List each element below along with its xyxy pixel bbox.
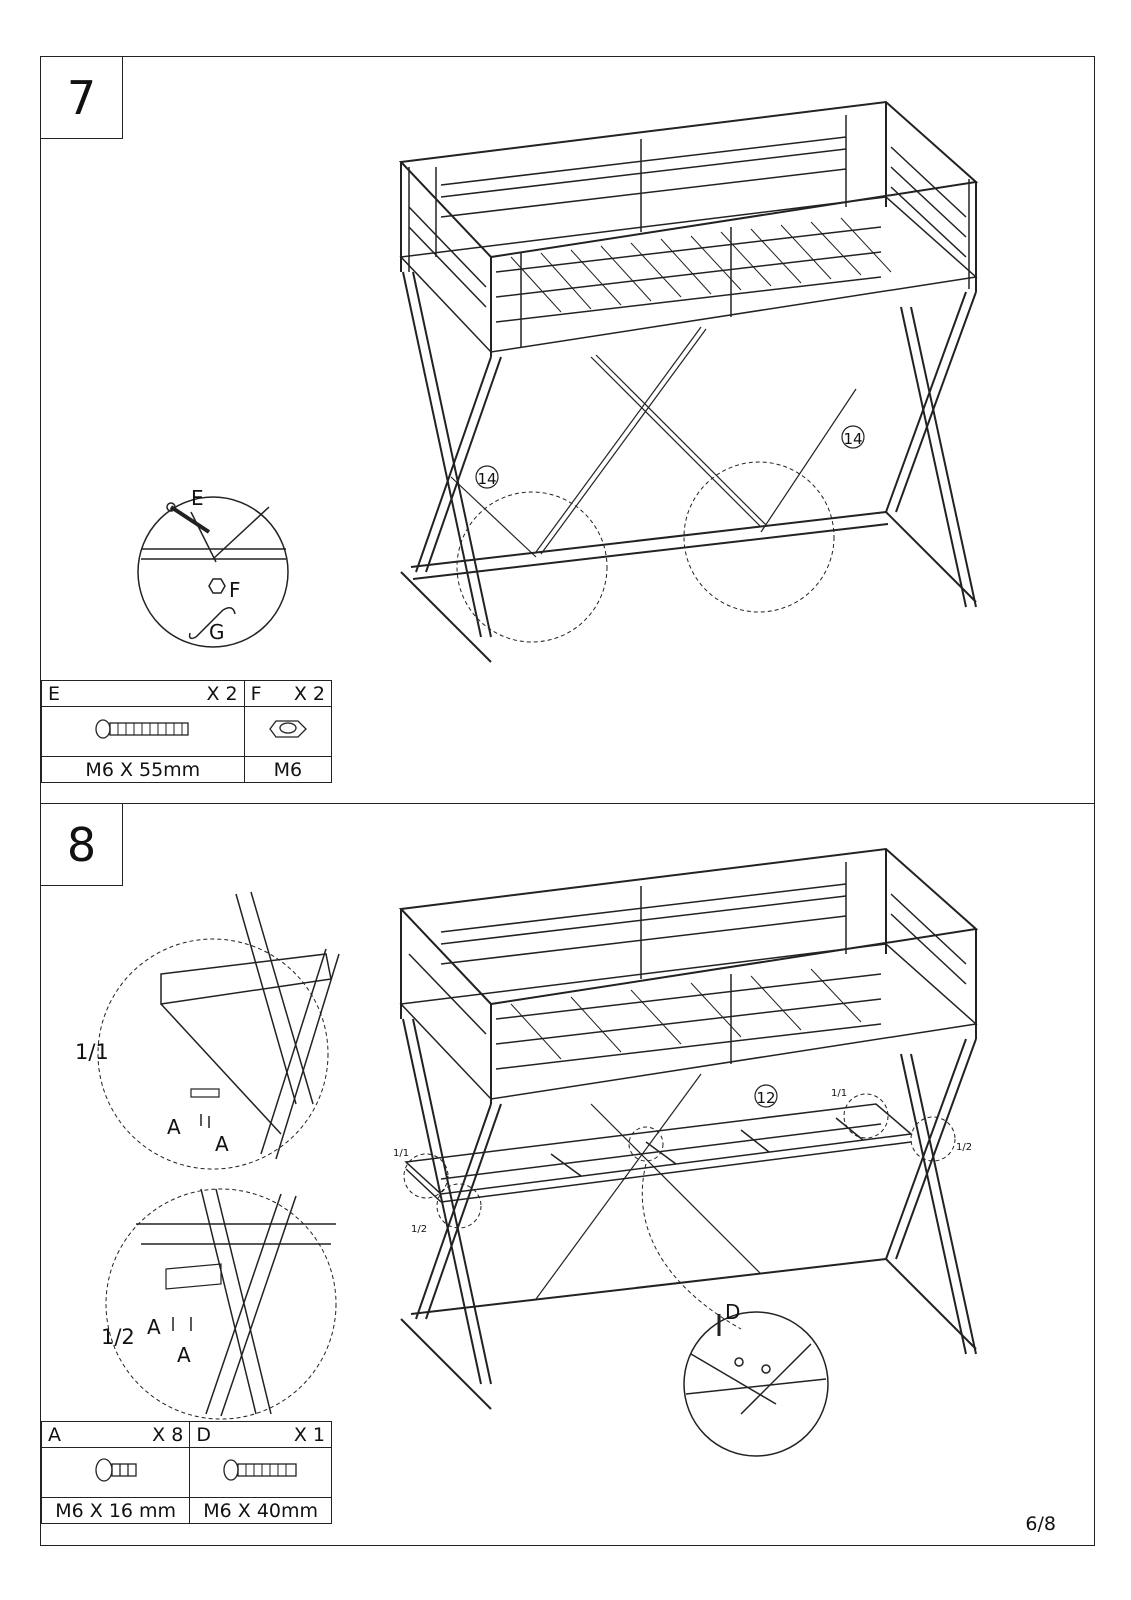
detail-circle-left [457, 492, 607, 642]
step-8-panel [40, 803, 1095, 1546]
parts-table-step-7 [41, 680, 332, 783]
short-bolt-icon [42, 1448, 190, 1498]
hex-nut-icon [244, 707, 331, 757]
bracket-icon [191, 1089, 219, 1097]
part-label-14-right: 14 [843, 430, 863, 448]
label-d: D [725, 1300, 741, 1324]
label-f: F [229, 578, 241, 602]
bracket-icon [166, 1264, 221, 1289]
step-7-panel [40, 56, 1095, 804]
marker-1-1-right [844, 1094, 888, 1138]
mark-1-2-left: 1/2 [411, 1224, 428, 1235]
detail-top-content [161, 892, 339, 1159]
mark-1-1-right: 1/1 [831, 1088, 848, 1099]
bed-legs [401, 272, 976, 662]
label-a-3: A [147, 1315, 161, 1339]
label-a-4: A [177, 1343, 191, 1367]
step-number: 8 [41, 804, 123, 886]
label-a-1: A [167, 1115, 181, 1139]
part-label-12: 12 [756, 1089, 776, 1107]
part-a-header: A X 8 [42, 1422, 190, 1448]
detail-bottom-label: 1/2 [101, 1325, 135, 1349]
part-d-size: M6 X 40mm [190, 1498, 332, 1524]
mark-1-1-left: 1/1 [393, 1148, 410, 1159]
bolt-a-icon [173, 1317, 191, 1331]
bed-frame [401, 102, 976, 357]
part-f-size: M6 [244, 757, 331, 783]
bolt-a-icon [201, 1114, 209, 1128]
detail-circle-top [98, 939, 328, 1169]
marker-1-1-left [404, 1154, 448, 1198]
bed-legs [401, 1019, 976, 1409]
part-e-header: E X 2 [42, 681, 245, 707]
mark-1-2-right: 1/2 [956, 1142, 973, 1153]
detail-top-label: 1/1 [75, 1040, 109, 1064]
bed-frame [401, 849, 976, 1104]
part-e-size: M6 X 55mm [42, 757, 245, 783]
long-bolt-icon [42, 707, 245, 757]
part-f-header: F X 2 [244, 681, 331, 707]
shelf-frame-12 [406, 1104, 911, 1202]
step-number: 7 [41, 57, 123, 139]
parts-table-step-8 [41, 1421, 332, 1524]
nut-f-icon [209, 579, 225, 593]
part-a-size: M6 X 16 mm [42, 1498, 190, 1524]
detail-circle-right [684, 462, 834, 612]
part-label-14-left: 14 [477, 470, 497, 488]
detail-d [684, 1312, 828, 1456]
label-a-2: A [215, 1132, 229, 1156]
part-d-header: D X 1 [190, 1422, 332, 1448]
page-number: 6/8 [1025, 1513, 1056, 1535]
label-e: E [191, 486, 204, 510]
medium-bolt-icon [190, 1448, 332, 1498]
label-g: G [209, 620, 225, 644]
